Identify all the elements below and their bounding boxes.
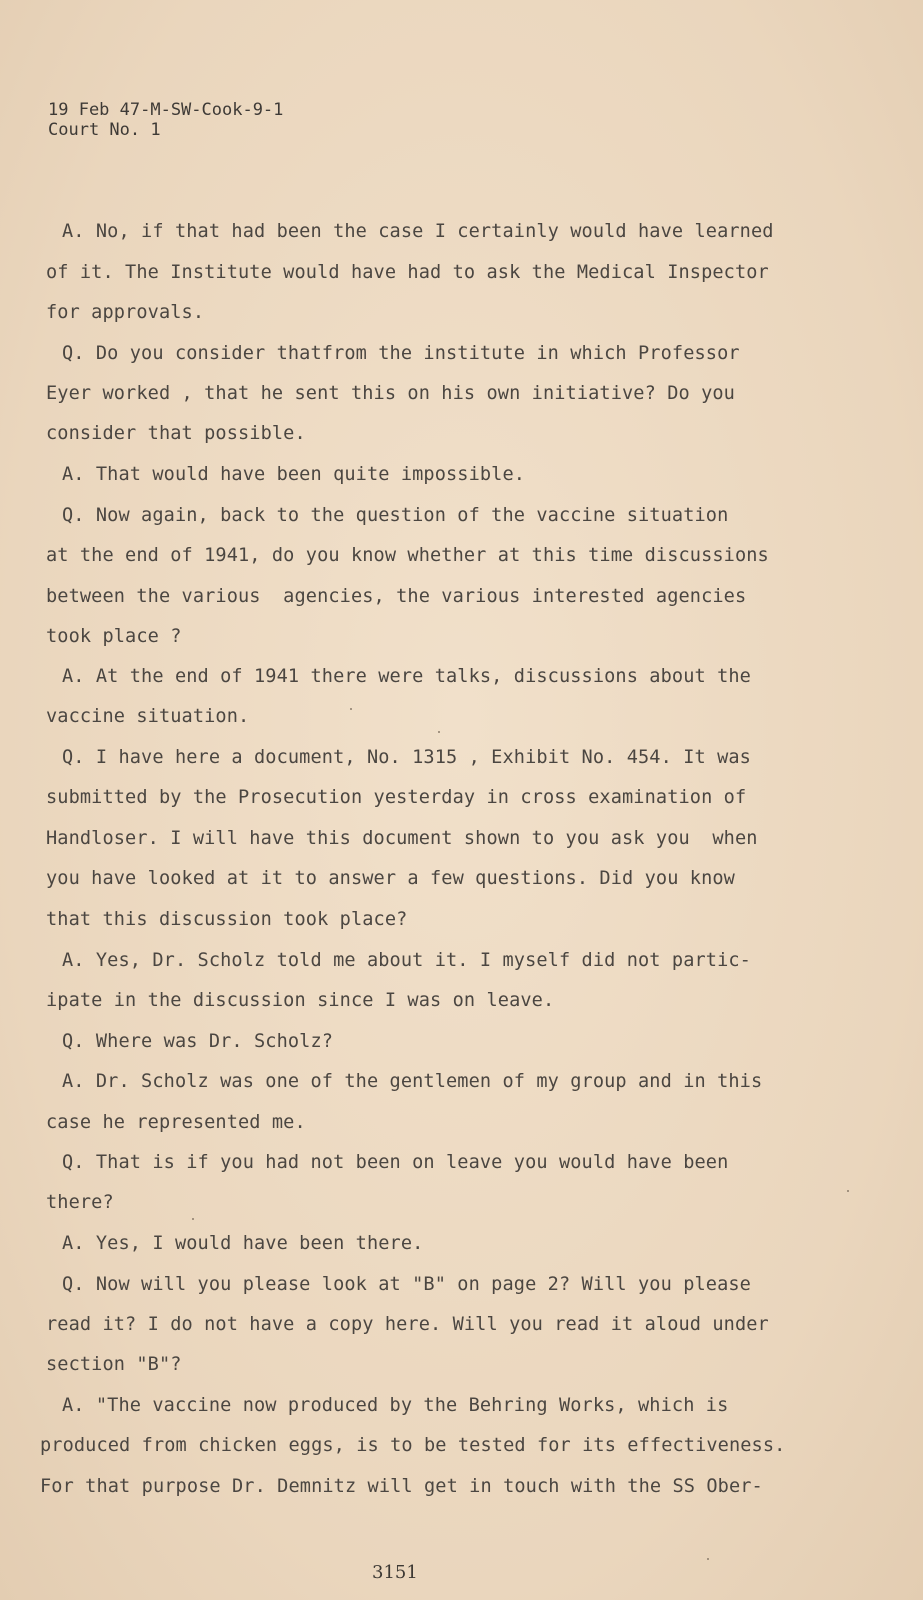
transcript-line: took place ?	[46, 626, 182, 647]
paper-speck	[847, 1190, 849, 1192]
transcript-line: at the end of 1941, do you know whether at this time discussions	[46, 545, 769, 566]
transcript-line: you have looked at it to answer a few questions. Did you know	[46, 868, 735, 889]
transcript-line: read it? I do not have a copy here. Will you read it aloud under	[46, 1314, 769, 1335]
transcript-line: Q. Now will you please look at "B" on page 2? Will you please	[62, 1274, 751, 1295]
transcript-line: that this discussion took place?	[46, 909, 408, 930]
transcript-line: A. At the end of 1941 there were talks, discussions about the	[62, 666, 751, 687]
transcript-line: submitted by the Prosecution yesterday in cross examination of	[46, 787, 747, 808]
transcript-line: For that purpose Dr. Demnitz will get in touch with the SS Ober-	[40, 1476, 763, 1497]
paper-speck	[350, 708, 352, 710]
transcript-line: case he represented me.	[46, 1112, 306, 1133]
transcript-line: vaccine situation.	[46, 706, 250, 727]
transcript-line: for approvals.	[46, 302, 205, 323]
paper-speck	[707, 1558, 709, 1560]
transcript-line: ipate in the discussion since I was on leave.	[46, 990, 555, 1011]
header-court-number: Court No. 1	[48, 120, 161, 140]
transcript-line: Q. Do you consider thatfrom the institute in which Professor	[62, 343, 740, 364]
transcript-line: Q. I have here a document, No. 1315 , Exhibit No. 454. It was	[62, 747, 751, 768]
transcript-line: section "B"?	[46, 1354, 182, 1375]
transcript-line: A. "The vaccine now produced by the Behring Works, which is	[62, 1395, 729, 1416]
transcript-line: of it. The Institute would have had to ask the Medical Inspector	[46, 262, 769, 283]
transcript-line: A. That would have been quite impossible.	[62, 464, 526, 485]
paper-speck	[192, 1218, 194, 1220]
transcript-line: A. No, if that had been the case I certainly would have learned	[62, 221, 774, 242]
transcript-line: consider that possible.	[46, 423, 306, 444]
transcript-line: between the various agencies, the various interested agencies	[46, 586, 747, 607]
transcript-line: Q. Where was Dr. Scholz?	[62, 1031, 334, 1052]
page-number: 3151	[372, 1562, 418, 1583]
transcript-line: A. Yes, I would have been there.	[62, 1233, 424, 1254]
paper-speck	[438, 731, 440, 733]
transcript-line: Q. Now again, back to the question of the vaccine situation	[62, 505, 729, 526]
transcript-line: A. Yes, Dr. Scholz told me about it. I myself did not partic-	[62, 950, 751, 971]
header-case-reference: 19 Feb 47-M-SW-Cook-9-1	[48, 100, 284, 120]
transcript-line: produced from chicken eggs, is to be tested for its effectiveness.	[40, 1435, 786, 1456]
transcript-line: A. Dr. Scholz was one of the gentlemen of my group and in this	[62, 1071, 763, 1092]
transcript-line: there?	[46, 1192, 114, 1213]
transcript-line: Handloser. I will have this document shown to you ask you when	[46, 828, 758, 849]
transcript-line: Eyer worked , that he sent this on his own initiative? Do you	[46, 383, 735, 404]
transcript-line: Q. That is if you had not been on leave you would have been	[62, 1152, 729, 1173]
